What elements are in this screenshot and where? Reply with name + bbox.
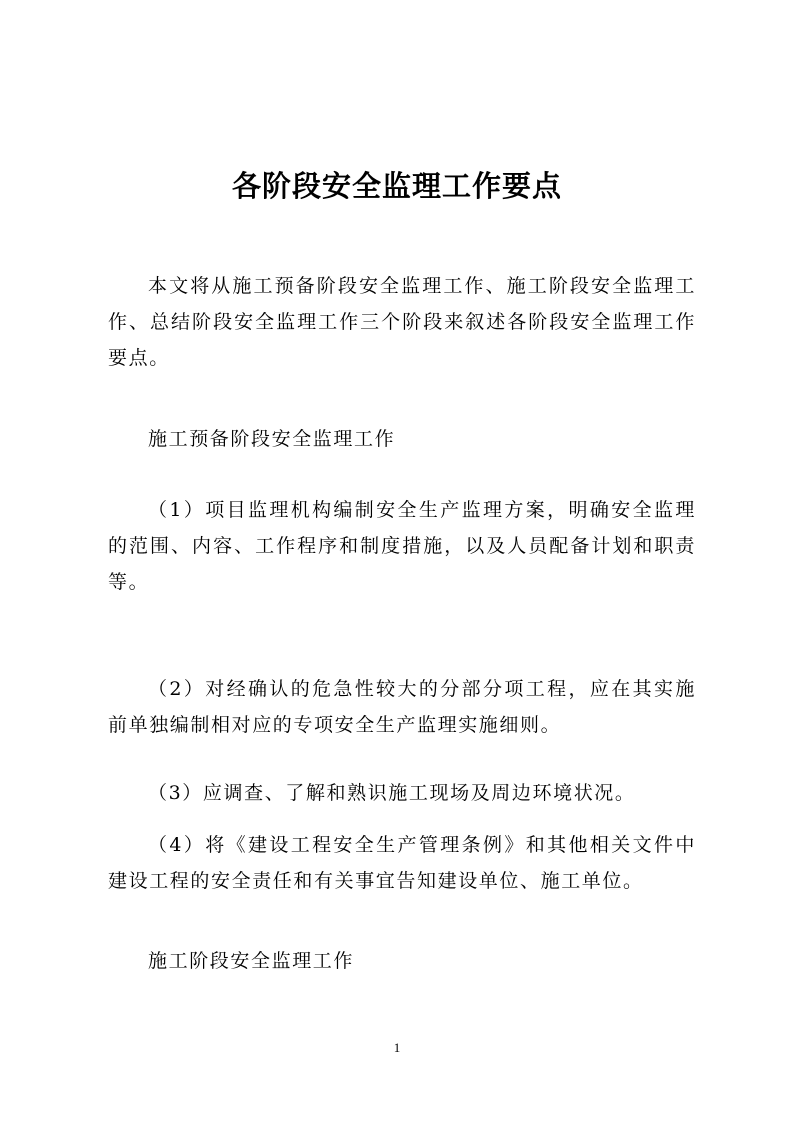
item-paragraph-4: （4）将《建设工程安全生产管理条例》和其他相关文件中建设工程的安全责任和有关事宜告知建设单位、施工单位。	[108, 834, 696, 892]
item-paragraph-1: （1）项目监理机构编制安全生产监理方案，明确安全监理的范围、内容、工作程序和制度措施，以及人员配备计划和职责等。	[108, 499, 696, 593]
page-number: 1	[393, 1040, 401, 1055]
item-paragraph-2: （2）对经确认的危急性较大的分部分项工程，应在其实施前单独编制相对应的专项安全生产监理实施细则。	[108, 678, 696, 736]
item-paragraph-3: （3）应调查、了解和熟识施工现场及周边环境状况。	[148, 782, 636, 804]
section-heading-construction: 施工阶段安全监理工作	[148, 950, 355, 972]
section-heading-preparation: 施工预备阶段安全监理工作	[148, 428, 396, 450]
intro-paragraph: 本文将从施工预备阶段安全监理工作、施工阶段安全监理工作、总结阶段安全监理工作三个阶段来叙述各阶段安全监理工作要点。	[108, 275, 696, 369]
document-title: 各阶段安全监理工作要点	[231, 169, 562, 204]
